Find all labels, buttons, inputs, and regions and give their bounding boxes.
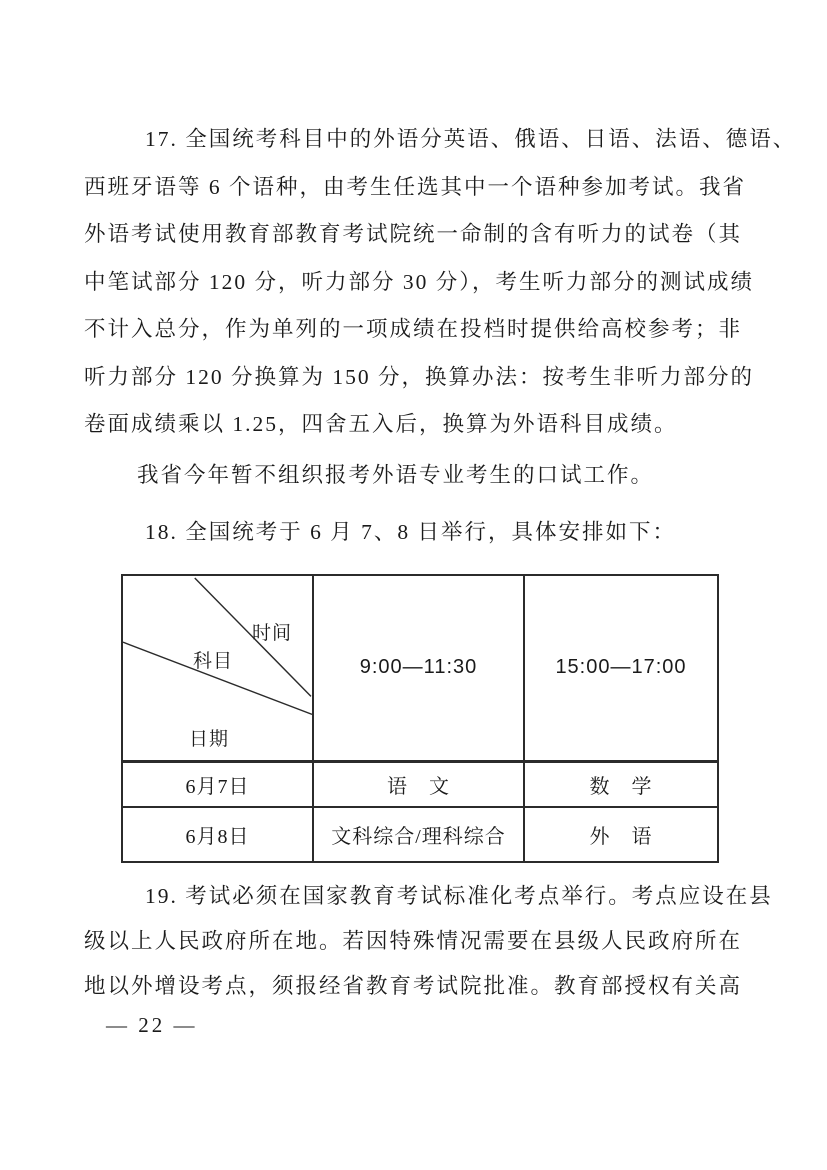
corner-time-label: 时间	[252, 623, 293, 644]
table-row	[122, 807, 718, 862]
paragraph-line: 不计入总分，作为单列的一项成绩在投档时提供给高校参考；非	[84, 317, 743, 341]
paragraph-line: 中笔试部分 120 分，听力部分 30 分），考生听力部分的测试成绩	[84, 269, 755, 294]
paragraph-19	[84, 874, 773, 1009]
subject-cell: 数 学	[524, 761, 718, 807]
paragraph-line: 我省今年暂不组织报考外语专业考生的口试工作。	[137, 463, 655, 487]
paragraph-line: 18. 全国统考于 6 月 7、8 日举行，具体安排如下：	[145, 520, 677, 544]
time-slot-morning: 9:00—11:30	[313, 575, 524, 761]
subject-cell: 语 文	[313, 761, 524, 807]
subject-cell: 外 语	[524, 807, 718, 862]
paragraph-line: 听力部分 120 分换算为 150 分，换算办法：按考生非听力部分的	[84, 364, 755, 389]
paragraph-line: 17. 全国统考科目中的外语分英语、俄语、日语、法语、德语、	[145, 127, 797, 151]
paragraph-line: 级以上人民政府所在地。若因特殊情况需要在县级人民政府所在	[84, 929, 743, 953]
date-cell: 6月7日	[122, 761, 313, 807]
corner-date-label: 日期	[189, 729, 230, 750]
date-cell: 6月8日	[122, 807, 313, 862]
table-row	[122, 761, 718, 807]
paragraph-line: 地以外增设考点，须报经省教育考试院批准。教育部授权有关高	[84, 974, 743, 998]
paragraph-17	[84, 116, 797, 449]
paragraph-18	[84, 509, 760, 557]
corner-cell	[122, 575, 313, 761]
corner-subject-label: 科目	[193, 651, 234, 672]
page-number: — 22 —	[106, 1013, 198, 1037]
paragraph-line: 卷面成绩乘以 1.25，四舍五入后，换算为外语科目成绩。	[84, 412, 678, 436]
paragraph-oral-exam	[84, 452, 760, 500]
subject-cell: 文科综合/理科综合	[313, 807, 524, 862]
table-header-row	[122, 575, 718, 761]
time-slot-afternoon: 15:00—17:00	[524, 575, 718, 761]
paragraph-line: 外语考试使用教育部教育考试院统一命制的含有听力的试卷（其	[84, 222, 743, 246]
exam-schedule-table	[121, 574, 719, 863]
paragraph-line: 19. 考试必须在国家教育考试标准化考点举行。考点应设在县	[145, 884, 773, 908]
paragraph-line: 西班牙语等 6 个语种，由考生任选其中一个语种参加考试。我省	[84, 174, 747, 199]
